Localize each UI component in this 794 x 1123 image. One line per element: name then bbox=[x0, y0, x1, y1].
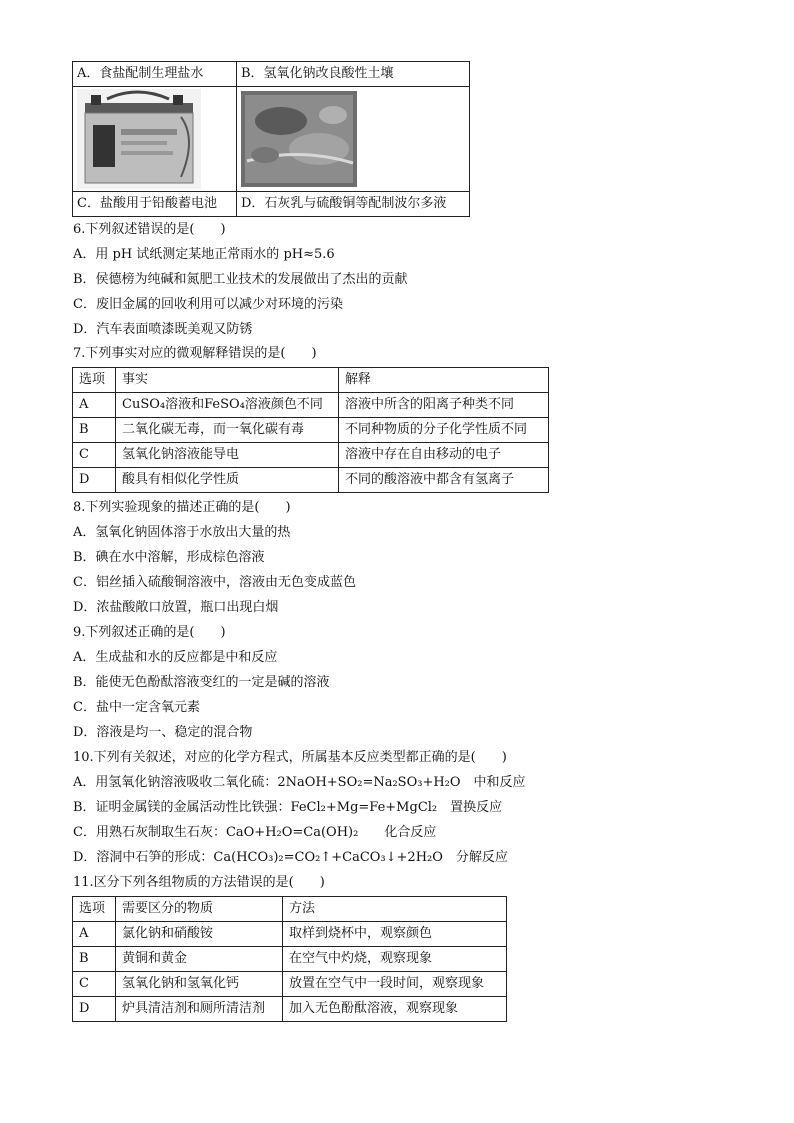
q11-row-a-substances: 氯化钠和硝酸铵 bbox=[116, 922, 283, 947]
q8-stem: 8.下列实验现象的描述正确的是( ) bbox=[73, 500, 291, 515]
q10-option-b: B．证明金属镁的金属活动性比铁强：FeCl₂+Mg=Fe+MgCl₂ 置换反应 bbox=[73, 800, 503, 815]
q8-option-c: C．铝丝插入硫酸铜溶液中，溶液由无色变成蓝色 bbox=[73, 575, 356, 590]
q7-row-c-option: C bbox=[73, 443, 116, 468]
q11-header-method: 方法 bbox=[283, 897, 507, 922]
q6-stem: 6.下列叙述错误的是( ) bbox=[73, 222, 226, 237]
q11-row-c-option: C bbox=[73, 972, 116, 997]
bordeaux-mixture-image bbox=[241, 91, 357, 187]
q11-row-d-method: 加入无色酚酞溶液，观察现象 bbox=[283, 997, 507, 1022]
q5-image-cell-d bbox=[237, 87, 470, 192]
q7-row-b-explain: 不同种物质的分子化学性质不同 bbox=[339, 418, 549, 443]
q7-table bbox=[72, 367, 549, 493]
q7-row-c-fact: 氢氧化钠溶液能导电 bbox=[116, 443, 339, 468]
q8-option-b: B．碘在水中溶解，形成棕色溶液 bbox=[73, 550, 265, 565]
q5-option-d: D．石灰乳与硫酸铜等配制波尔多液 bbox=[237, 192, 470, 217]
q7-row-c-explain: 溶液中存在自由移动的电子 bbox=[339, 443, 549, 468]
q8-option-a: A．氢氧化钠固体溶于水放出大量的热 bbox=[73, 525, 291, 540]
q10-option-c: C．用熟石灰制取生石灰：CaO+H₂O=Ca(OH)₂ 化合反应 bbox=[73, 825, 437, 840]
q11-row-d-substances: 炉具清洁剂和厕所清洁剂 bbox=[116, 997, 283, 1022]
q10-stem: 10.下列有关叙述，对应的化学方程式，所属基本反应类型都正确的是( ) bbox=[73, 750, 507, 765]
lead-acid-battery-image bbox=[77, 89, 201, 189]
q5-options-table bbox=[72, 61, 470, 217]
q6-option-a: A．用 pH 试纸测定某地正常雨水的 pH≈5.6 bbox=[73, 247, 335, 262]
q7-row-a-option: A bbox=[73, 393, 116, 418]
q5-image-cell-c bbox=[73, 87, 237, 192]
q5-option-a: A．食盐配制生理盐水 bbox=[73, 62, 237, 87]
q7-row-d-option: D bbox=[73, 468, 116, 493]
q7-header-explain: 解释 bbox=[339, 368, 549, 393]
q7-row-d-fact: 酸具有相似化学性质 bbox=[116, 468, 339, 493]
q11-stem: 11.区分下列各组物质的方法错误的是( ) bbox=[73, 875, 325, 890]
q11-header-option: 选项 bbox=[73, 897, 116, 922]
q5-option-b: B．氢氧化钠改良酸性土壤 bbox=[237, 62, 470, 87]
q6-option-b: B．侯德榜为纯碱和氮肥工业技术的发展做出了杰出的贡献 bbox=[73, 272, 408, 287]
q7-row-a-explain: 溶液中所含的阳离子种类不同 bbox=[339, 393, 549, 418]
q7-header-fact: 事实 bbox=[116, 368, 339, 393]
q7-header-option: 选项 bbox=[73, 368, 116, 393]
q6-option-c: C．废旧金属的回收利用可以减少对环境的污染 bbox=[73, 297, 343, 312]
q11-row-d-option: D bbox=[73, 997, 116, 1022]
q11-row-b-substances: 黄铜和黄金 bbox=[116, 947, 283, 972]
q11-table bbox=[72, 896, 507, 1022]
q9-option-c: C．盐中一定含氧元素 bbox=[73, 700, 200, 715]
q9-option-b: B．能使无色酚酞溶液变红的一定是碱的溶液 bbox=[73, 675, 330, 690]
q11-header-substances: 需要区分的物质 bbox=[116, 897, 283, 922]
q11-row-c-substances: 氢氧化钠和氢氧化钙 bbox=[116, 972, 283, 997]
q11-row-a-option: A bbox=[73, 922, 116, 947]
q9-stem: 9.下列叙述正确的是( ) bbox=[73, 625, 226, 640]
q5-option-c: C．盐酸用于铅酸蓄电池 bbox=[73, 192, 237, 217]
q11-row-b-option: B bbox=[73, 947, 116, 972]
q7-row-d-explain: 不同的酸溶液中都含有氢离子 bbox=[339, 468, 549, 493]
q9-option-d: D．溶液是均一、稳定的混合物 bbox=[73, 725, 253, 740]
q10-option-a: A．用氢氧化钠溶液吸收二氧化硫：2NaOH+SO₂=Na₂SO₃+H₂O 中和反应 bbox=[73, 775, 526, 790]
q8-option-d: D．浓盐酸敞口放置，瓶口出现白烟 bbox=[73, 600, 279, 615]
q11-row-a-method: 取样到烧杯中，观察颜色 bbox=[283, 922, 507, 947]
q7-row-b-fact: 二氧化碳无毒，而一氧化碳有毒 bbox=[116, 418, 339, 443]
q11-row-c-method: 放置在空气中一段时间，观察现象 bbox=[283, 972, 507, 997]
q7-row-a-fact: CuSO₄溶液和FeSO₄溶液颜色不同 bbox=[116, 393, 339, 418]
q11-row-b-method: 在空气中灼烧，观察现象 bbox=[283, 947, 507, 972]
q9-option-a: A．生成盐和水的反应都是中和反应 bbox=[73, 650, 278, 665]
q10-option-d: D．溶洞中石笋的形成：Ca(HCO₃)₂=CO₂↑+CaCO₃↓+2H₂O 分解反应 bbox=[73, 850, 508, 865]
q7-stem: 7.下列事实对应的微观解释错误的是( ) bbox=[73, 346, 317, 361]
q7-row-b-option: B bbox=[73, 418, 116, 443]
q6-option-d: D．汽车表面喷漆既美观又防锈 bbox=[73, 322, 253, 337]
